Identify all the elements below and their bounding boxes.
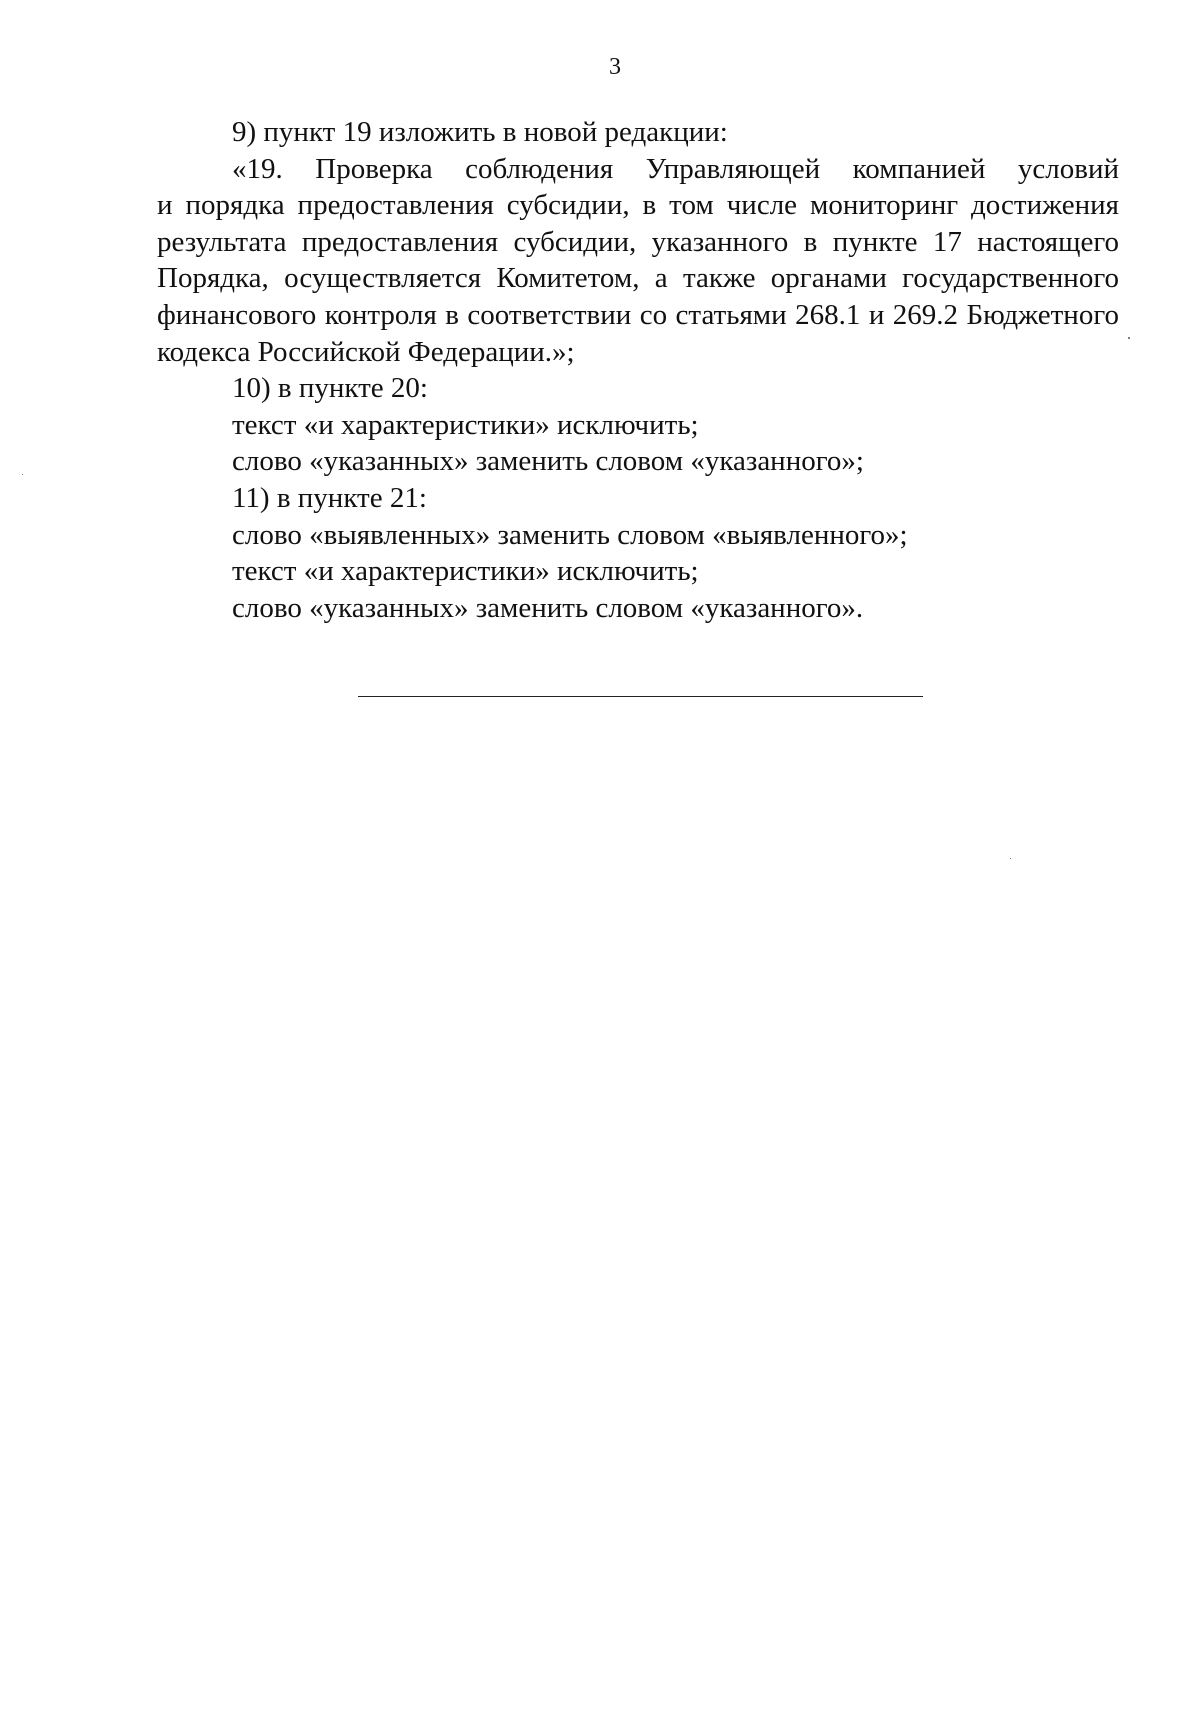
item-11-line: 11) в пункте 21: (232, 481, 427, 514)
paragraph-19-line-1: «19. Проверка соблюдения Управляющей компанией условий (232, 152, 1119, 185)
paragraph-19-line-3: результата предоставления субсидии, указанного в пункте 17 настоящего (157, 225, 1119, 258)
paragraph-19-line-6: кодекса Российской Федерации.»; (157, 335, 575, 368)
paragraph-19-line-2: и порядка предоставления субсидии, в том числе мониторинг достижения (157, 189, 1119, 222)
item-9-line: 9) пункт 19 изложить в новой редакции: (232, 116, 728, 148)
paragraph-19-line-4: Порядка, осуществляется Комитетом, а также органами государственного (157, 262, 1119, 295)
item-11-sub-b: текст «и характеристики» исключить; (232, 555, 699, 588)
item-11-sub-a: слово «выявленных» заменить словом «выявленного»; (232, 518, 908, 551)
item-10-line: 10) в пункте 20: (232, 372, 428, 405)
item-11-sub-c: слово «указанных» заменить словом «указанного». (232, 591, 864, 624)
item-10-sub-b: слово «указанных» заменить словом «указанного»; (232, 445, 864, 478)
item-10-sub-a: текст «и характеристики» исключить; (232, 408, 699, 441)
scan-speck (22, 474, 23, 475)
quoted-paragraph-19 (157, 151, 1119, 371)
paragraph-19-line-5: финансового контроля в соответствии со статьями 268.1 и 269.2 Бюджетного (157, 298, 1119, 331)
closing-divider-line (358, 696, 923, 697)
page-number: 3 (609, 54, 621, 80)
scan-speck (1128, 337, 1130, 339)
scan-speck (1010, 858, 1011, 859)
document-body (157, 114, 1119, 626)
